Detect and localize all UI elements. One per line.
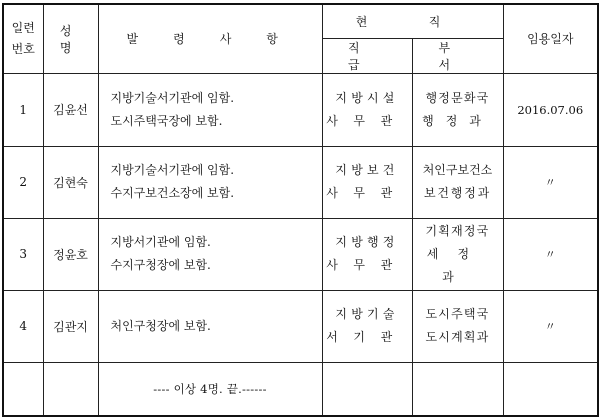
row-order-line1: 처인구청장에 보함. (110, 318, 211, 333)
header-name (43, 4, 98, 73)
row-order-line2: 수지구청장에 보함. (110, 258, 211, 272)
row-department-line1: 처인구보건소 (422, 163, 493, 177)
row-grade-line1: 지방시설 (335, 90, 399, 105)
table-row (3, 290, 598, 362)
row-order-line1: 지방기술서기관에 임함. (110, 163, 235, 177)
row-order (98, 73, 322, 146)
row-name: 김관지 (43, 290, 98, 362)
row-number: 2 (3, 146, 43, 218)
row-department (412, 73, 503, 146)
ditto-mark: 〃 (544, 248, 556, 261)
row-date: 2016.07.06 (503, 73, 598, 146)
row-grade-line1: 지방보건 (335, 163, 399, 177)
header-serial-number (3, 4, 43, 73)
row-department-line1: 기획재정국 (425, 223, 490, 238)
row-name: 김현숙 (43, 146, 98, 218)
ditto-mark: 〃 (544, 176, 556, 189)
row-grade-line2: 사무관 (326, 258, 408, 272)
row-grade (322, 218, 412, 290)
row-grade-line2: 서기관 (326, 330, 408, 344)
row-grade-line1: 지방행정 (335, 235, 399, 249)
row-grade (322, 146, 412, 218)
row-order (98, 218, 322, 290)
table-row (3, 146, 598, 218)
row-department-line2: 보건행정과 (424, 186, 491, 200)
table-row (3, 73, 598, 146)
header-serial-line1: 일련 (11, 20, 35, 35)
summary-empty-cell (322, 362, 412, 416)
header-department-label: 부 서 (438, 40, 477, 72)
summary-text: ---- 이상 4명. 끝.------ (98, 362, 322, 416)
header-grade (322, 38, 412, 73)
row-department-line2: 행정과 (422, 113, 493, 128)
summary-empty-cell (503, 362, 598, 416)
row-department (412, 218, 503, 290)
header-department (412, 38, 503, 73)
row-department-line2: 세정과 (426, 246, 489, 284)
header-order-label: 발 령 사 항 (126, 32, 294, 47)
row-number: 3 (3, 218, 43, 290)
row-number: 1 (3, 73, 43, 146)
header-appointment-date (503, 4, 598, 73)
row-date (503, 290, 598, 362)
header-name-label: 성 명 (59, 23, 82, 55)
header-serial-line2: 번호 (11, 41, 35, 56)
table-row (3, 218, 598, 290)
row-date (503, 146, 598, 218)
row-order-line1: 지방기술서기관에 임함. (110, 90, 235, 105)
row-number: 4 (3, 290, 43, 362)
row-grade-line2: 사무관 (326, 113, 408, 128)
ditto-mark: 〃 (544, 320, 556, 333)
row-order-line2: 도시주택국장에 보함. (110, 113, 223, 128)
row-grade (322, 73, 412, 146)
header-order (98, 4, 322, 73)
header-current-position (322, 4, 503, 38)
row-order-line2: 수지구보건소장에 보함. (110, 186, 235, 200)
row-grade-line1: 지방기술 (335, 307, 399, 321)
row-grade (322, 290, 412, 362)
row-department-line1: 행정문화국 (425, 90, 490, 105)
row-department-line2: 도시계획과 (425, 330, 490, 344)
row-department (412, 146, 503, 218)
summary-empty-cell (412, 362, 503, 416)
summary-row (3, 362, 598, 416)
row-date (503, 218, 598, 290)
row-grade-line2: 사무관 (326, 186, 408, 200)
row-name: 김윤선 (43, 73, 98, 146)
header-grade-label: 직 급 (348, 40, 386, 72)
row-order (98, 146, 322, 218)
appointment-table (2, 3, 599, 417)
summary-empty-cell (3, 362, 43, 416)
header-current-label: 현 직 (355, 14, 470, 29)
row-department (412, 290, 503, 362)
row-order (98, 290, 322, 362)
row-name: 정윤호 (43, 218, 98, 290)
summary-empty-cell (43, 362, 98, 416)
row-department-line1: 도시주택국 (425, 307, 490, 321)
header-date-label: 임용일자 (527, 32, 574, 47)
row-order-line1: 지방서기관에 임함. (110, 235, 211, 249)
